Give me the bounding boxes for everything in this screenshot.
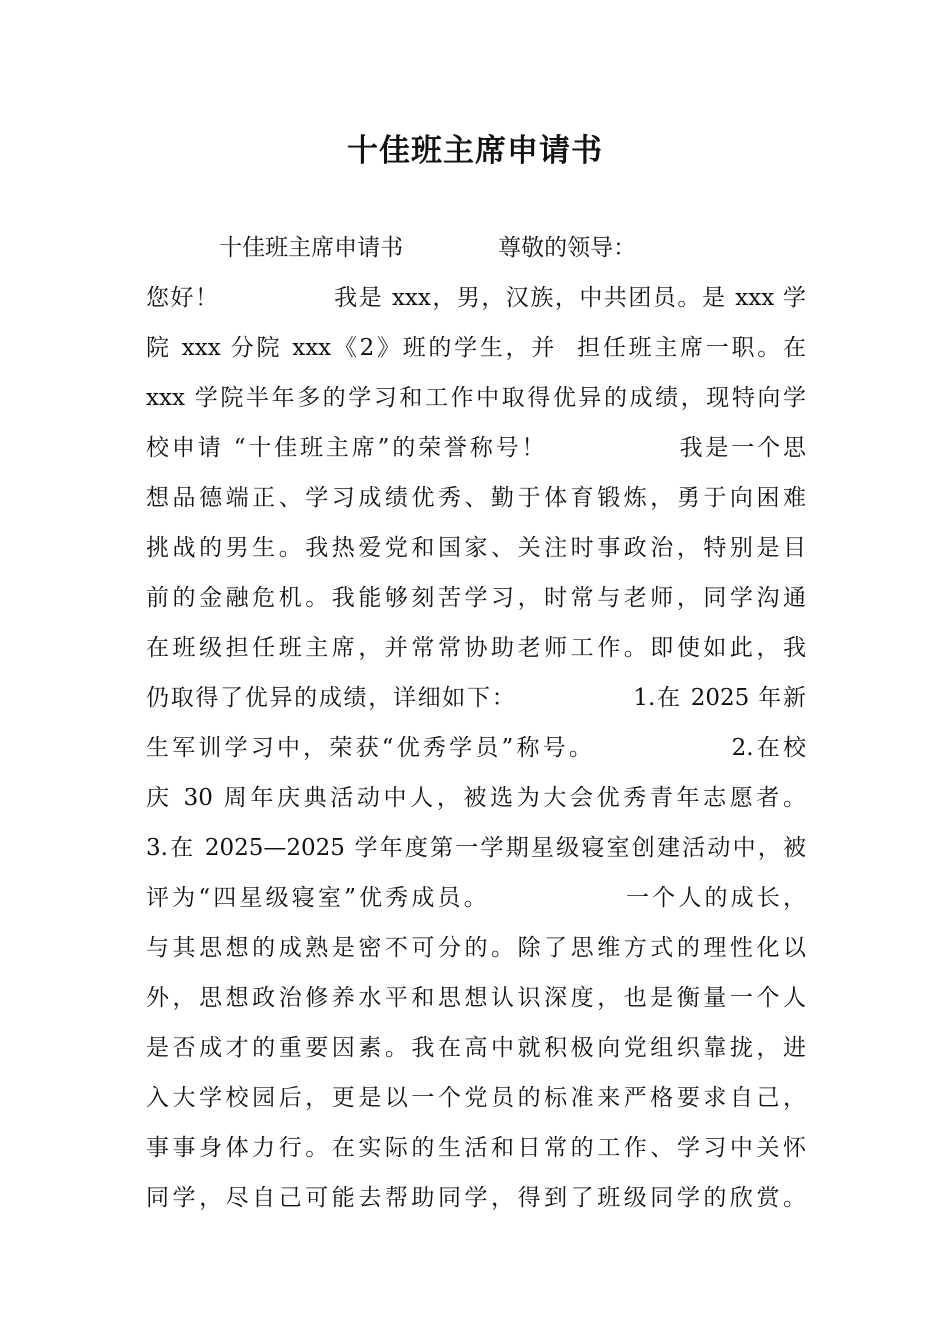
- body-line: 前的金融危机。我能够刻苦学习，时常与老师，同学沟通: [146, 585, 806, 611]
- body-line: 您好！ 我是 xxx，男，汉族，中共团员。是 xxx 学: [146, 285, 806, 311]
- body-line: 与其思想的成熟是密不可分的。除了思维方式的理性化以: [146, 935, 806, 961]
- body-line: 入大学校园后，更是以一个党员的标准来严格要求自己，: [146, 1085, 806, 1111]
- body-line: 庆 30 周年庆典活动中人，被选为大会优秀青年志愿者。: [146, 785, 806, 811]
- document-title: 十佳班主席申请书: [347, 133, 603, 169]
- body-line: 校申请 “十佳班主席”的荣誉称号！ 我是一个思: [146, 435, 806, 461]
- body-line: 评为“四星级寝室”优秀成员。 一个人的成长，: [146, 885, 806, 911]
- body-line: 外，思想政治修养水平和思想认识深度，也是衡量一个人: [146, 985, 806, 1011]
- body-line: 生军训学习中，荣获“优秀学员”称号。 2.在校: [146, 735, 806, 761]
- body-line: 十佳班主席申请书 尊敬的领导：: [146, 235, 637, 261]
- body-line: 同学，尽自己可能去帮助同学，得到了班级同学的欣赏。: [146, 1185, 806, 1211]
- body-line: 仍取得了优异的成绩，详细如下： 1.在 2025 年新: [146, 685, 806, 711]
- body-line: 院 xxx 分院 xxx《2》班的学生，并 担任班主席一职。在: [146, 335, 806, 361]
- body-line: 挑战的男生。我热爱党和国家、关注时事政治，特别是目: [146, 535, 806, 561]
- body-line: xxx 学院半年多的学习和工作中取得优异的成绩，现特向学: [146, 385, 806, 411]
- body-line: 在班级担任班主席，并常常协助老师工作。即使如此，我: [146, 635, 806, 661]
- body-line: 想品德端正、学习成绩优秀、勤于体育锻炼，勇于向困难: [146, 485, 806, 511]
- document-body: [146, 223, 806, 1223]
- body-line: 3.在 2025—2025 学年度第一学期星级寝室创建活动中，被: [146, 835, 806, 861]
- body-line: 事事身体力行。在实际的生活和日常的工作、学习中关怀: [146, 1135, 806, 1161]
- body-line: 是否成才的重要因素。我在高中就积极向党组织靠拢，进: [146, 1035, 806, 1061]
